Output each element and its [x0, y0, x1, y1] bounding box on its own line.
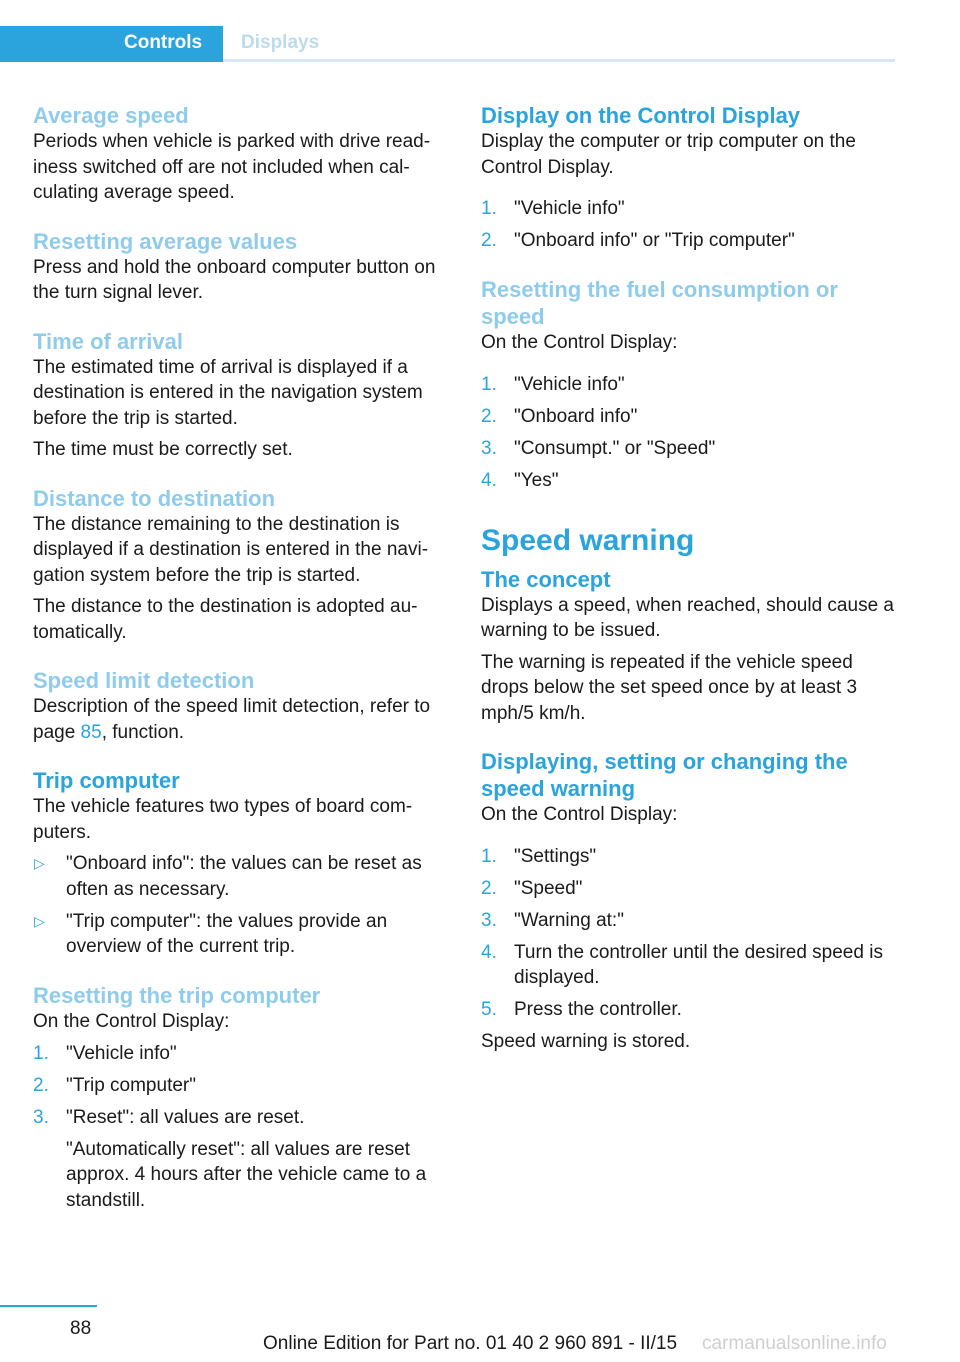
heading-setting-speed-warning: Displaying, setting or changing the speed warning: [481, 749, 848, 801]
step-text: "Reset": all values are reset.: [66, 1106, 305, 1128]
text-resetting-average: Press and hold the onboard computer button on the turn signal lever.: [33, 256, 436, 303]
text-speed-limit: [33, 694, 447, 745]
reset-trip-steps: [33, 1041, 447, 1214]
bullet-text: "Trip computer": the values provide an overview of the current trip.: [66, 910, 388, 957]
heading-speed-warning: Speed warning: [481, 523, 695, 557]
list-item: [33, 851, 447, 902]
heading-the-concept: The concept: [481, 566, 611, 592]
list-item: [481, 228, 895, 254]
trip-bullets: [33, 851, 447, 960]
list-item: [481, 844, 895, 870]
step-number: 5.: [481, 999, 497, 1020]
heading-trip-computer: Trip computer: [33, 768, 180, 793]
text-time-of-arrival-2: The time must be correctly set.: [33, 439, 293, 460]
step-text: "Trip computer": [66, 1074, 196, 1096]
list-item: [481, 372, 895, 398]
list-item: [481, 196, 895, 222]
list-item: [33, 1041, 447, 1067]
list-item: [481, 468, 895, 494]
text-time-of-arrival-1: The estimated time of arrival is displayed if a destination is entered in the navigation system before the trip is started.: [33, 356, 423, 429]
page-link-85[interactable]: 85: [80, 721, 102, 743]
left-column: [33, 102, 447, 1220]
list-item: [481, 908, 895, 934]
setting-steps: [481, 844, 895, 1023]
text-setting-intro: On the Control Display:: [481, 804, 678, 825]
heading-time-of-arrival: Time of arrival: [33, 328, 183, 354]
display-steps: [481, 196, 895, 254]
step-text: "Onboard info": [514, 405, 638, 427]
footer-rule: [0, 1305, 97, 1307]
step-number: 1.: [481, 845, 497, 867]
text-resetting-fuel-intro: On the Control Display:: [481, 332, 678, 353]
step-number: 3.: [481, 909, 497, 931]
step-text: Press the controller.: [514, 999, 682, 1020]
bullet-text: "Onboard info": the values can be reset as often as necessary.: [66, 853, 422, 900]
heading-average-speed: Average speed: [33, 103, 189, 128]
step-text: Turn the controller until the desired speed is displayed.: [514, 941, 883, 988]
tab-controls[interactable]: Controls: [0, 26, 223, 62]
step-number: 1.: [481, 373, 497, 395]
heading-resetting-trip: Resetting the trip computer: [33, 983, 321, 1008]
step-text: "Settings": [514, 845, 597, 867]
text-distance-2: The distance to the destination is adopted au-tomatically.: [33, 596, 418, 643]
text-concept-2: The warning is repeated if the vehicle speed drops below the set speed once by at least 3 mph/5 km/h.: [481, 651, 858, 724]
step-text: "Vehicle info": [514, 373, 625, 395]
triangle-bullet-icon: ▷: [34, 912, 45, 929]
text-average-speed: Periods when vehicle is parked with drive read-iness switched off are not included when cal-culating average speed.: [33, 131, 431, 203]
step-text: "Vehicle info": [66, 1042, 177, 1064]
step-text: "Speed": [514, 877, 583, 899]
step-text: "Onboard info" or "Trip computer": [514, 230, 795, 251]
step-number: 4.: [481, 941, 497, 963]
speed-limit-text-pre: Description of the speed limit detection, refer to page: [33, 696, 431, 743]
step-text: "Yes": [514, 469, 559, 491]
text-concept-1: Displays a speed, when reached, should cause a warning to be issued.: [481, 594, 894, 641]
step-number: 3.: [33, 1106, 49, 1128]
tab-displays[interactable]: Displays: [241, 32, 320, 53]
header-tabbar: [0, 26, 895, 62]
step-text: "Consumpt." or "Speed": [514, 437, 716, 459]
step-number: 3.: [481, 437, 497, 459]
step-text: "Vehicle info": [514, 198, 625, 219]
list-item: [33, 1105, 447, 1214]
list-item: [33, 909, 447, 960]
text-resetting-trip-intro: On the Control Display:: [33, 1011, 230, 1032]
step-number: 1.: [33, 1042, 49, 1064]
step-number: 2.: [481, 877, 497, 899]
step-text: "Warning at:": [514, 909, 624, 931]
heading-resetting-fuel: Resetting the fuel consumption or speed: [481, 277, 838, 329]
step-number: 1.: [481, 198, 497, 219]
text-display-control: Display the computer or trip computer on the Control Display.: [481, 131, 856, 178]
list-item: [481, 997, 895, 1023]
step-number: 2.: [33, 1074, 49, 1096]
reset-fuel-steps: [481, 372, 895, 494]
text-trip-computer: The vehicle features two types of board com-puters.: [33, 796, 413, 843]
list-item: [33, 1073, 447, 1099]
list-item: [481, 940, 895, 991]
text-setting-outro: Speed warning is stored.: [481, 1031, 691, 1052]
list-item: [481, 436, 895, 462]
heading-distance: Distance to destination: [33, 485, 276, 511]
text-distance-1: The distance remaining to the destination is displayed if a destination is entered in the navi-gation system before the trip is started.: [33, 513, 429, 586]
heading-speed-limit: Speed limit detection: [33, 668, 255, 693]
list-item: [481, 876, 895, 902]
heading-resetting-average: Resetting average values: [33, 228, 298, 254]
step-number: 2.: [481, 405, 497, 427]
triangle-bullet-icon: ▷: [34, 855, 45, 871]
list-item: [481, 404, 895, 430]
page-number: 88: [70, 1318, 92, 1339]
speed-limit-text-post: , function.: [101, 721, 185, 743]
heading-display-control: Display on the Control Display: [481, 103, 801, 128]
step-note: "Automatically reset": all values are reset approx. 4 hours after the vehicle came to a standstill.: [66, 1138, 427, 1211]
step-number: 2.: [481, 230, 497, 251]
right-column: [481, 102, 895, 1055]
step-number: 4.: [481, 469, 497, 491]
watermark-text: carmanualsonline.info: [702, 1333, 887, 1354]
edition-text: Online Edition for Part no. 01 40 2 960 891 - II/15: [263, 1333, 678, 1354]
